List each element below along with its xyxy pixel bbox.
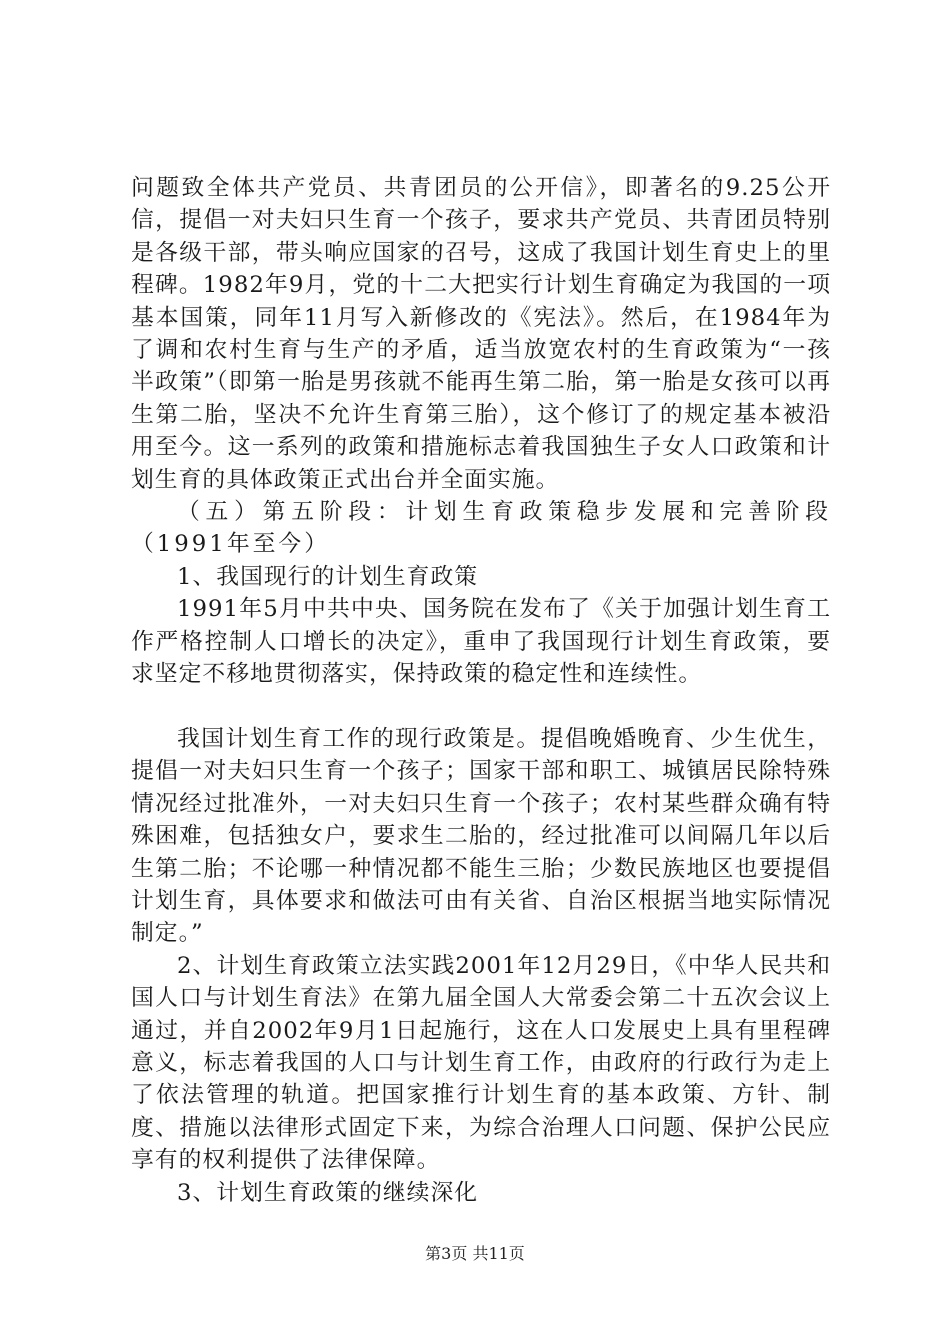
subheading-current-policy: 1、我国现行的计划生育政策 [177,563,479,590]
section-heading-stage-five: （五）第五阶段：计划生育政策稳步发展和完善阶段（1991年至今） [131,499,831,558]
paragraph-open-letter: 问题致全体共产党员、共青团员的公开信》，即著名的9.25公开信，提倡一对夫妇只生育一个孩子，要求共产党员、共青团员特别是各级干部，带头响应国家的召号，这成了我国计划生育史上的里程碑。1982年9月，党的十二大把实行计划生育确定为我国的一项基本国策，同年11月写入新修改的《宪法》。然后，在1984年为了调和农村生育与生产的矛盾，适当放宽农村的生育政策为“一孩半政策”（即第一胎是男孩就不能再生第二胎，第一胎是女孩可以再生第二胎，坚决不允许生育第三胎），这个修订了的规定基本被沿用至今。这一系列的政策和措施标志着我国独生子女人口政策和计划生育的具体政策正式出台并全面实施。 [131,175,831,493]
paragraph-spacer [131,691,831,723]
page-footer: 第3页 共11页 [425,1244,525,1263]
paragraph-legislation-practice: 2、计划生育政策立法实践2001年12月29日，《中华人民共和国人口与计划生育法》在第九届全国人大常委会第二十五次会议上通过，并自2002年9月1日起施行，这在人口发展史上具有里程碑意义，标志着我国的人口与计划生育工作，由政府的行政行为走上了依法管理的轨道。把国家推行计划生育的基本政策、方针、制度、措施以法律形式固定下来，为综合治理人口问题、保护公民应享有的权利提供了法律保障。 [131,952,831,1174]
paragraph-current-policy-content: 我国计划生育工作的现行政策是。提倡晚婚晚育、少生优生，提倡一对夫妇只生育一个孩子；国家干部和职工、城镇居民除特殊情况经过批准外，一对夫妇只生育一个孩子；农村某些群众确有特殊困难，包括独女户，要求生二胎的，经过批准可以间隔几年以后生第二胎；不论哪一种情况都不能生三胎；少数民族地区也要提倡计划生育，具体要求和做法可由有关省、自治区根据当地实际情况制定。” [131,725,831,947]
paragraph-1991-decision: 1991年5月中共中央、国务院在发布了《关于加强计划生育工作严格控制人口增长的决定》，重申了我国现行计划生育政策，要求坚定不移地贯彻落实，保持政策的稳定性和连续性。 [131,596,831,688]
document-body [131,172,831,1209]
subheading-policy-deepening: 3、计划生育政策的继续深化 [177,1179,479,1206]
